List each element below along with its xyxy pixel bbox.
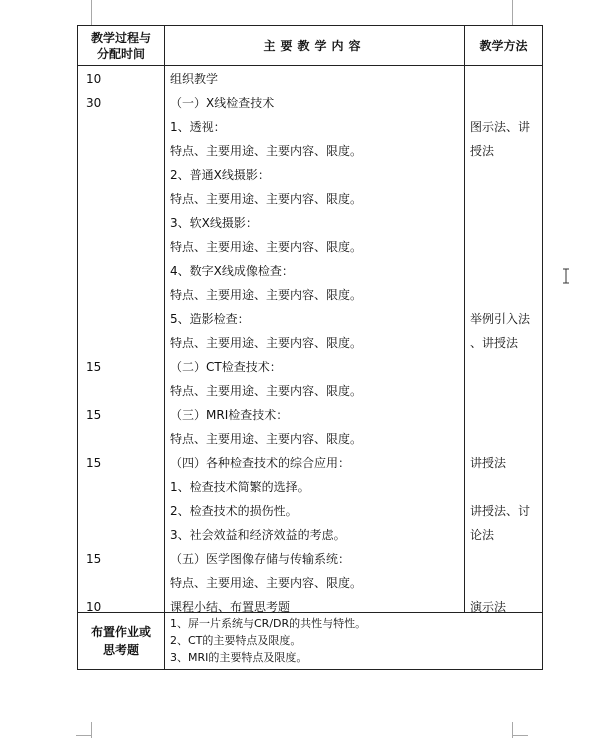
content-cell: 组织教学 xyxy=(170,72,219,86)
text-cursor-icon xyxy=(562,268,570,284)
content-cell: 特点、主要用途、主要内容、限度。 xyxy=(170,336,363,350)
method-cell xyxy=(465,235,542,259)
method-cell xyxy=(465,379,542,403)
time-cell xyxy=(78,259,164,283)
method-cell: 、讲授法 xyxy=(470,336,519,350)
content-cell: 特点、主要用途、主要内容、限度。 xyxy=(170,384,363,398)
method-cell: 讲授法、讨 xyxy=(470,504,531,518)
method-cell: 授法 xyxy=(470,144,495,158)
crop-mark xyxy=(512,735,528,736)
method-cell xyxy=(465,283,542,307)
content-cell: 1、透视： xyxy=(170,120,226,134)
time-cell: 15 xyxy=(86,456,102,470)
method-cell xyxy=(465,259,542,283)
lesson-plan-table xyxy=(77,25,543,670)
homework-row xyxy=(78,613,542,669)
crop-mark xyxy=(512,0,513,26)
header-time-line2: 分配时间 xyxy=(96,46,145,61)
method-cell: 论法 xyxy=(470,528,495,542)
header-time-column xyxy=(78,26,165,65)
homework-items xyxy=(165,613,465,669)
time-cell xyxy=(78,139,164,163)
homework-label xyxy=(78,613,165,669)
homework-item: 1、屏一片系统与CR/DR的共性与特性。 xyxy=(170,617,367,630)
time-column xyxy=(78,66,165,612)
table-body xyxy=(78,66,542,613)
header-content-column xyxy=(165,26,465,65)
method-cell xyxy=(465,547,542,571)
time-cell: 10 xyxy=(86,600,102,614)
method-cell: 图示法、讲 xyxy=(470,120,531,134)
time-cell: 15 xyxy=(86,552,102,566)
content-cell: 4、数字X线成像检查： xyxy=(170,264,294,278)
time-cell xyxy=(78,187,164,211)
content-cell: 特点、主要用途、主要内容、限度。 xyxy=(170,576,363,590)
header-method-label: 教学方法 xyxy=(479,38,528,53)
time-cell xyxy=(78,235,164,259)
content-cell: （三）MRI检查技术： xyxy=(170,408,289,422)
homework-label-line2: 思考题 xyxy=(102,643,139,657)
content-cell: 5、造影检查： xyxy=(170,312,250,326)
content-cell: 3、软X线摄影： xyxy=(170,216,258,230)
homework-item: 3、MRI的主要特点及限度。 xyxy=(170,651,308,664)
time-cell xyxy=(78,475,164,499)
content-cell: 特点、主要用途、主要内容、限度。 xyxy=(170,240,363,254)
method-cell xyxy=(465,427,542,451)
header-content-label: 主要教学内容 xyxy=(263,38,366,53)
method-cell xyxy=(465,163,542,187)
content-cell: 特点、主要用途、主要内容、限度。 xyxy=(170,288,363,302)
time-cell: 15 xyxy=(86,408,102,422)
method-cell xyxy=(465,67,542,91)
table-header xyxy=(78,26,542,66)
content-cell: 特点、主要用途、主要内容、限度。 xyxy=(170,144,363,158)
time-cell: 15 xyxy=(86,360,102,374)
header-time-line1: 教学过程与 xyxy=(90,30,151,45)
content-cell: 2、检查技术的损伤性。 xyxy=(170,504,298,518)
time-cell xyxy=(78,427,164,451)
content-cell: （一）X线检查技术 xyxy=(170,96,275,110)
method-cell xyxy=(465,355,542,379)
content-cell: 3、社会效益和经济效益的考虑。 xyxy=(170,528,346,542)
time-cell xyxy=(78,379,164,403)
homework-label-line1: 布置作业或 xyxy=(90,625,151,639)
time-cell xyxy=(78,331,164,355)
method-cell xyxy=(465,187,542,211)
time-cell xyxy=(78,211,164,235)
time-cell xyxy=(78,499,164,523)
homework-item: 2、CT的主要特点及限度。 xyxy=(170,634,302,647)
content-cell: 课程小结、布置思考题 xyxy=(170,600,291,614)
crop-mark xyxy=(76,735,92,736)
content-cell: （四）各种检查技术的综合应用： xyxy=(170,456,351,470)
method-cell xyxy=(465,91,542,115)
time-cell: 10 xyxy=(86,72,102,86)
content-cell: （五）医学图像存储与传输系统： xyxy=(170,552,351,566)
content-cell: 特点、主要用途、主要内容、限度。 xyxy=(170,192,363,206)
time-cell: 30 xyxy=(86,96,102,110)
content-column xyxy=(165,66,465,612)
method-cell: 演示法 xyxy=(470,600,507,614)
method-cell: 讲授法 xyxy=(470,456,507,470)
header-method-column xyxy=(465,26,542,65)
method-cell xyxy=(465,571,542,595)
time-cell xyxy=(78,307,164,331)
time-cell xyxy=(78,523,164,547)
method-cell xyxy=(465,211,542,235)
content-cell: （二）CT检查技术： xyxy=(170,360,282,374)
method-cell xyxy=(465,403,542,427)
content-cell: 特点、主要用途、主要内容、限度。 xyxy=(170,432,363,446)
method-cell: 举例引入法 xyxy=(470,312,531,326)
method-column xyxy=(465,66,542,612)
time-cell xyxy=(78,163,164,187)
method-cell xyxy=(465,475,542,499)
time-cell xyxy=(78,115,164,139)
crop-mark xyxy=(91,0,92,26)
time-cell xyxy=(78,571,164,595)
time-cell xyxy=(78,283,164,307)
content-cell: 1、检查技术简繁的选择。 xyxy=(170,480,310,494)
content-cell: 2、普通X线摄影： xyxy=(170,168,270,182)
